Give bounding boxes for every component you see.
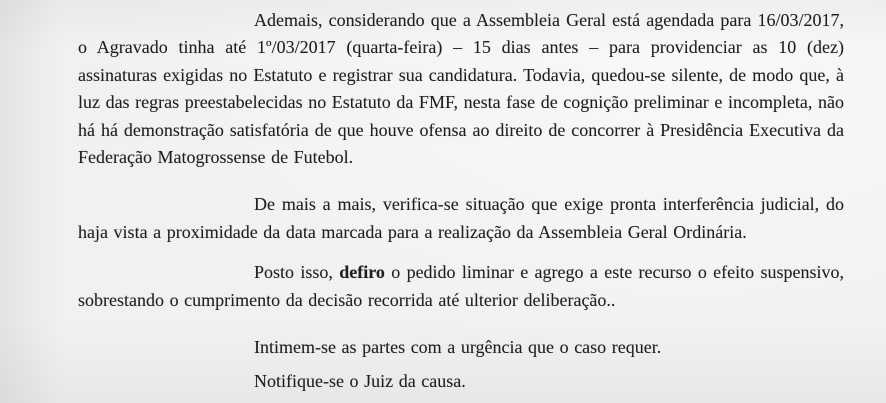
paragraph-notifique-se [78,368,844,395]
paragraph-intimem-se [78,334,844,361]
paragraph-text: o pedido liminar e agrego a este recurso o efeito suspensivo, sobrestando o cumprimento da decisão recorrida até ulterior deliberação.. [78,262,845,310]
paragraph-text: Posto isso, [254,262,340,283]
paragraph-posto-isso [78,259,844,314]
paragraph-de-mais-a-mais [78,191,844,246]
bold-term-defiro: defiro [339,262,385,283]
paragraph-text: Intimem-se as partes com a urgência que o caso requer. [254,337,662,358]
paragraph-text: De mais a mais, verifica-se situação que exige pronta interferência judicial, do haja vista a proximidade da data marcada para a realização da Assembleia Geral Ordinária. [78,194,844,242]
paragraph-text: Ademais, considerando que a Assembleia Geral está agendada para 16/03/2017, o Agravado tinha até 1º/03/2017 (quarta-feira) – 15 dias antes – para providenciar as 10 (dez) assinaturas exigidas no Estatuto e registrar sua candidatura. Todavia, quedou-se silente, de modo que, à luz das regras preestabelecidas no Estatuto da FMF, nesta fase de cognição preliminar e incompleta, não há há demonstração satisfatória de que houve ofensa ao direito de concorrer à Presidência Executiva da Federação Matogrossense de Futebol. [78,10,844,168]
paragraph-ademais [78,7,844,171]
paragraph-text: Notifique-se o Juiz da causa. [254,371,466,392]
